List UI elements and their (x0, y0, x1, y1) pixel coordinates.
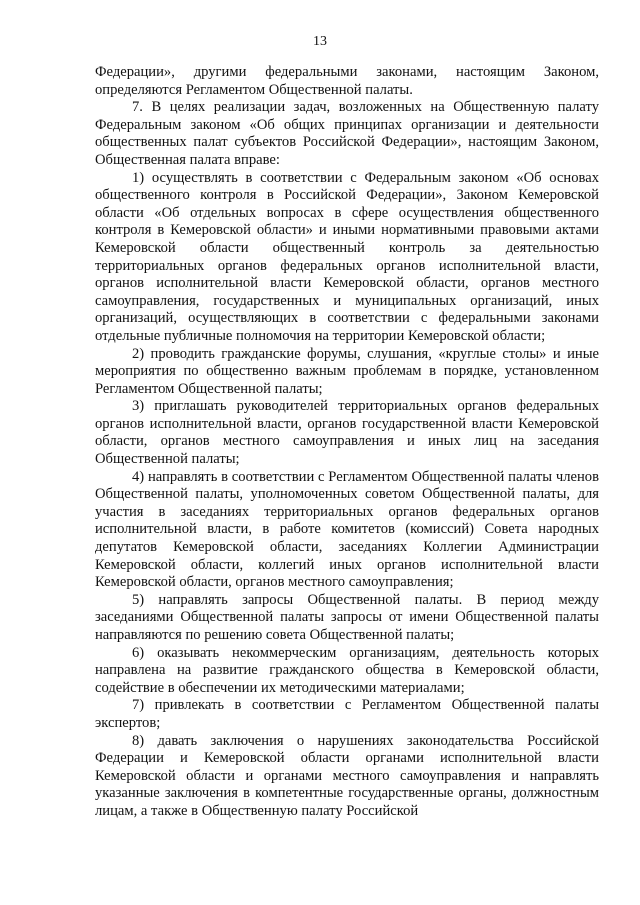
page-number: 13 (313, 34, 327, 49)
paragraph-subitem-8: 8) давать заключения о нарушениях законодательства Российской Федерации и Кемеровской области органами исполнительной власти Кемеровской области и органами местного самоуправления и направлять указанные заключения в компетентные государственные органы, должностным лицам, а также в Общественную палату Российской (95, 732, 599, 819)
paragraph-subitem-6: 6) оказывать некоммерческим организациям, деятельность которых направлена на развитие гражданского общества в Кемеровской области, содействие в обеспечении их методическими материалами; (95, 644, 599, 696)
paragraph-subitem-4: 4) направлять в соответствии с Регламентом Общественной палаты членов Общественной палаты, уполномоченных советом Общественной палаты, для участия в заседаниях территориальных органов федеральных органов исполнительной власти, в работе комитетов (комиссий) Совета народных депутатов Кемеровской области, заседаниях Коллегии Администрации Кемеровской области, коллегий иных органов исполнительной власти Кемеровской области, органов местного самоуправления; (95, 468, 599, 591)
paragraph-item-7: 7. В целях реализации задач, возложенных на Общественную палату Федеральным законом «Об общих принципах организации и деятельности общественных палат субъектов Российской Федерации», настоящим Законом, Общественная палата вправе: (95, 99, 599, 168)
paragraph-continuation: Федерации», другими федеральными законами, настоящим Законом, определяются Регламентом Общественной палаты. (95, 64, 599, 98)
paragraph-subitem-2: 2) проводить гражданские форумы, слушания, «круглые столы» и иные мероприятия по общественно важным проблемам в порядке, установленном Регламентом Общественной палаты; (95, 345, 599, 397)
paragraph-subitem-1: 1) осуществлять в соответствии с Федеральным законом «Об основах общественного контроля в Российской Федерации», Законом Кемеровской области «Об отдельных вопросах в сфере осуществления общественного контроля в Кемеровской области» и иными нормативными правовыми актами Кемеровской области общественный контроль за деятельностью территориальных органов федеральных органов исполнительной власти, органов исполнительной власти Кемеровской области, органов местного самоуправления, государственных и муниципальных организаций, иных организаций, осуществляющих в соответствии с федеральными законами отдельные публичные полномочия на территории Кемеровской области; (95, 169, 599, 344)
paragraph-subitem-5: 5) направлять запросы Общественной палаты. В период между заседаниями Общественной палаты запросы от имени Общественной палаты направляются по решению совета Общественной палаты; (95, 591, 599, 643)
body-text (95, 64, 599, 821)
paragraph-subitem-3: 3) приглашать руководителей территориальных органов федеральных органов исполнительной власти, органов государственной власти Кемеровской области, органов местного самоуправления и иных лиц на заседания Общественной палаты; (95, 398, 599, 468)
paragraph-subitem-7: 7) привлекать в соответствии с Регламентом Общественной палаты экспертов; (95, 697, 599, 731)
